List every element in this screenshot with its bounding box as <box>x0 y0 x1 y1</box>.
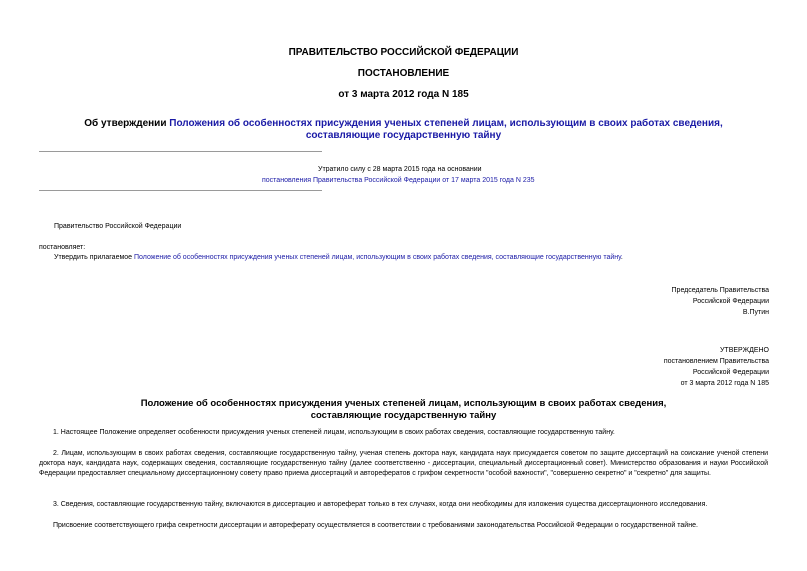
decides-text: постановляет: <box>39 244 86 251</box>
paragraph-1: 1. Настоящее Положение определяет особенности присуждения ученых степеней лицам, использующим в своих работах сведения, составляющие государственную тайну. <box>53 429 615 436</box>
title-link[interactable]: Положения об особенностях присуждения ученых степеней лицам, использующим в своих работах сведения, <box>169 118 723 129</box>
divider-bottom <box>39 190 322 191</box>
regulation-title-line1: Положение об особенностях присуждения ученых степеней лицам, использующим в своих работах сведения, <box>140 398 667 409</box>
signature-name: В.Путин <box>742 309 769 316</box>
document-title <box>0 118 807 142</box>
status-text: Утратило силу с 28 марта 2015 года на основании <box>318 166 482 173</box>
approve-clause <box>54 253 623 263</box>
approved-by: постановлением Правительства <box>663 358 769 365</box>
document-type-heading: ПОСТАНОВЛЕНИЕ <box>357 68 450 79</box>
document-date-number: от 3 марта 2012 года N 185 <box>338 89 469 100</box>
approved-date: от 3 марта 2012 года N 185 <box>680 380 769 387</box>
repeal-decree-link[interactable]: постановления Правительства Российской Федерации от 17 марта 2015 года N 235 <box>262 177 535 184</box>
title-prefix: Об утверждении <box>84 118 170 129</box>
approved-block <box>664 345 769 389</box>
title-link-line2[interactable]: составляющие государственную тайну <box>305 130 502 141</box>
signature-block <box>672 285 769 318</box>
approve-prefix: Утвердить прилагаемое <box>54 254 135 261</box>
paragraph-3: 3. Сведения, составляющие государственную тайну, включаются в диссертацию и автореферат только в тех случаях, когда они необходимы для изложения существа диссертационного исследования. <box>53 501 708 508</box>
regulation-link[interactable]: Положение об особенностях присуждения ученых степеней лицам, использующим в своих работах сведения, составляющие государственную тайну <box>134 254 621 261</box>
approved-label: УТВЕРЖДЕНО <box>719 347 769 354</box>
approved-country: Российской Федерации <box>692 369 769 376</box>
approve-suffix: . <box>620 254 623 261</box>
paragraph-4: Присвоение соответствующего грифа секретности диссертации и автореферату осуществляется в соответствии с требованиями законодательства Российской Федерации о государственной тайне. <box>53 522 698 529</box>
government-heading: ПРАВИТЕЛЬСТВО РОССИЙСКОЙ ФЕДЕРАЦИИ <box>288 47 519 58</box>
paragraph-2: 2. Лицам, использующим в своих работах сведения, составляющие государственную тайну, ученая степень доктора наук, кандидата наук присуждается советом по защите диссертаций на соискание ученой степени доктора наук, кандидата наук, содержащих сведения, составляющие государственную тайну (далее соответственно - диссертации, специальный диссертационный совет). Министерство образования и науки Российской Федерации предоставляет специальному диссертационному совету право приема диссертаций и авторефератов с грифом секретности "особой важности", "совершенно секретно" и "секретно" для защиты. <box>39 450 768 477</box>
regulation-title-line2: составляющие государственную тайну <box>310 410 497 421</box>
regulation-title <box>0 398 807 422</box>
issuer-text: Правительство Российской Федерации <box>54 223 182 230</box>
signature-country: Российской Федерации <box>692 298 769 305</box>
signature-position: Председатель Правительства <box>671 287 769 294</box>
divider-top <box>39 151 322 152</box>
